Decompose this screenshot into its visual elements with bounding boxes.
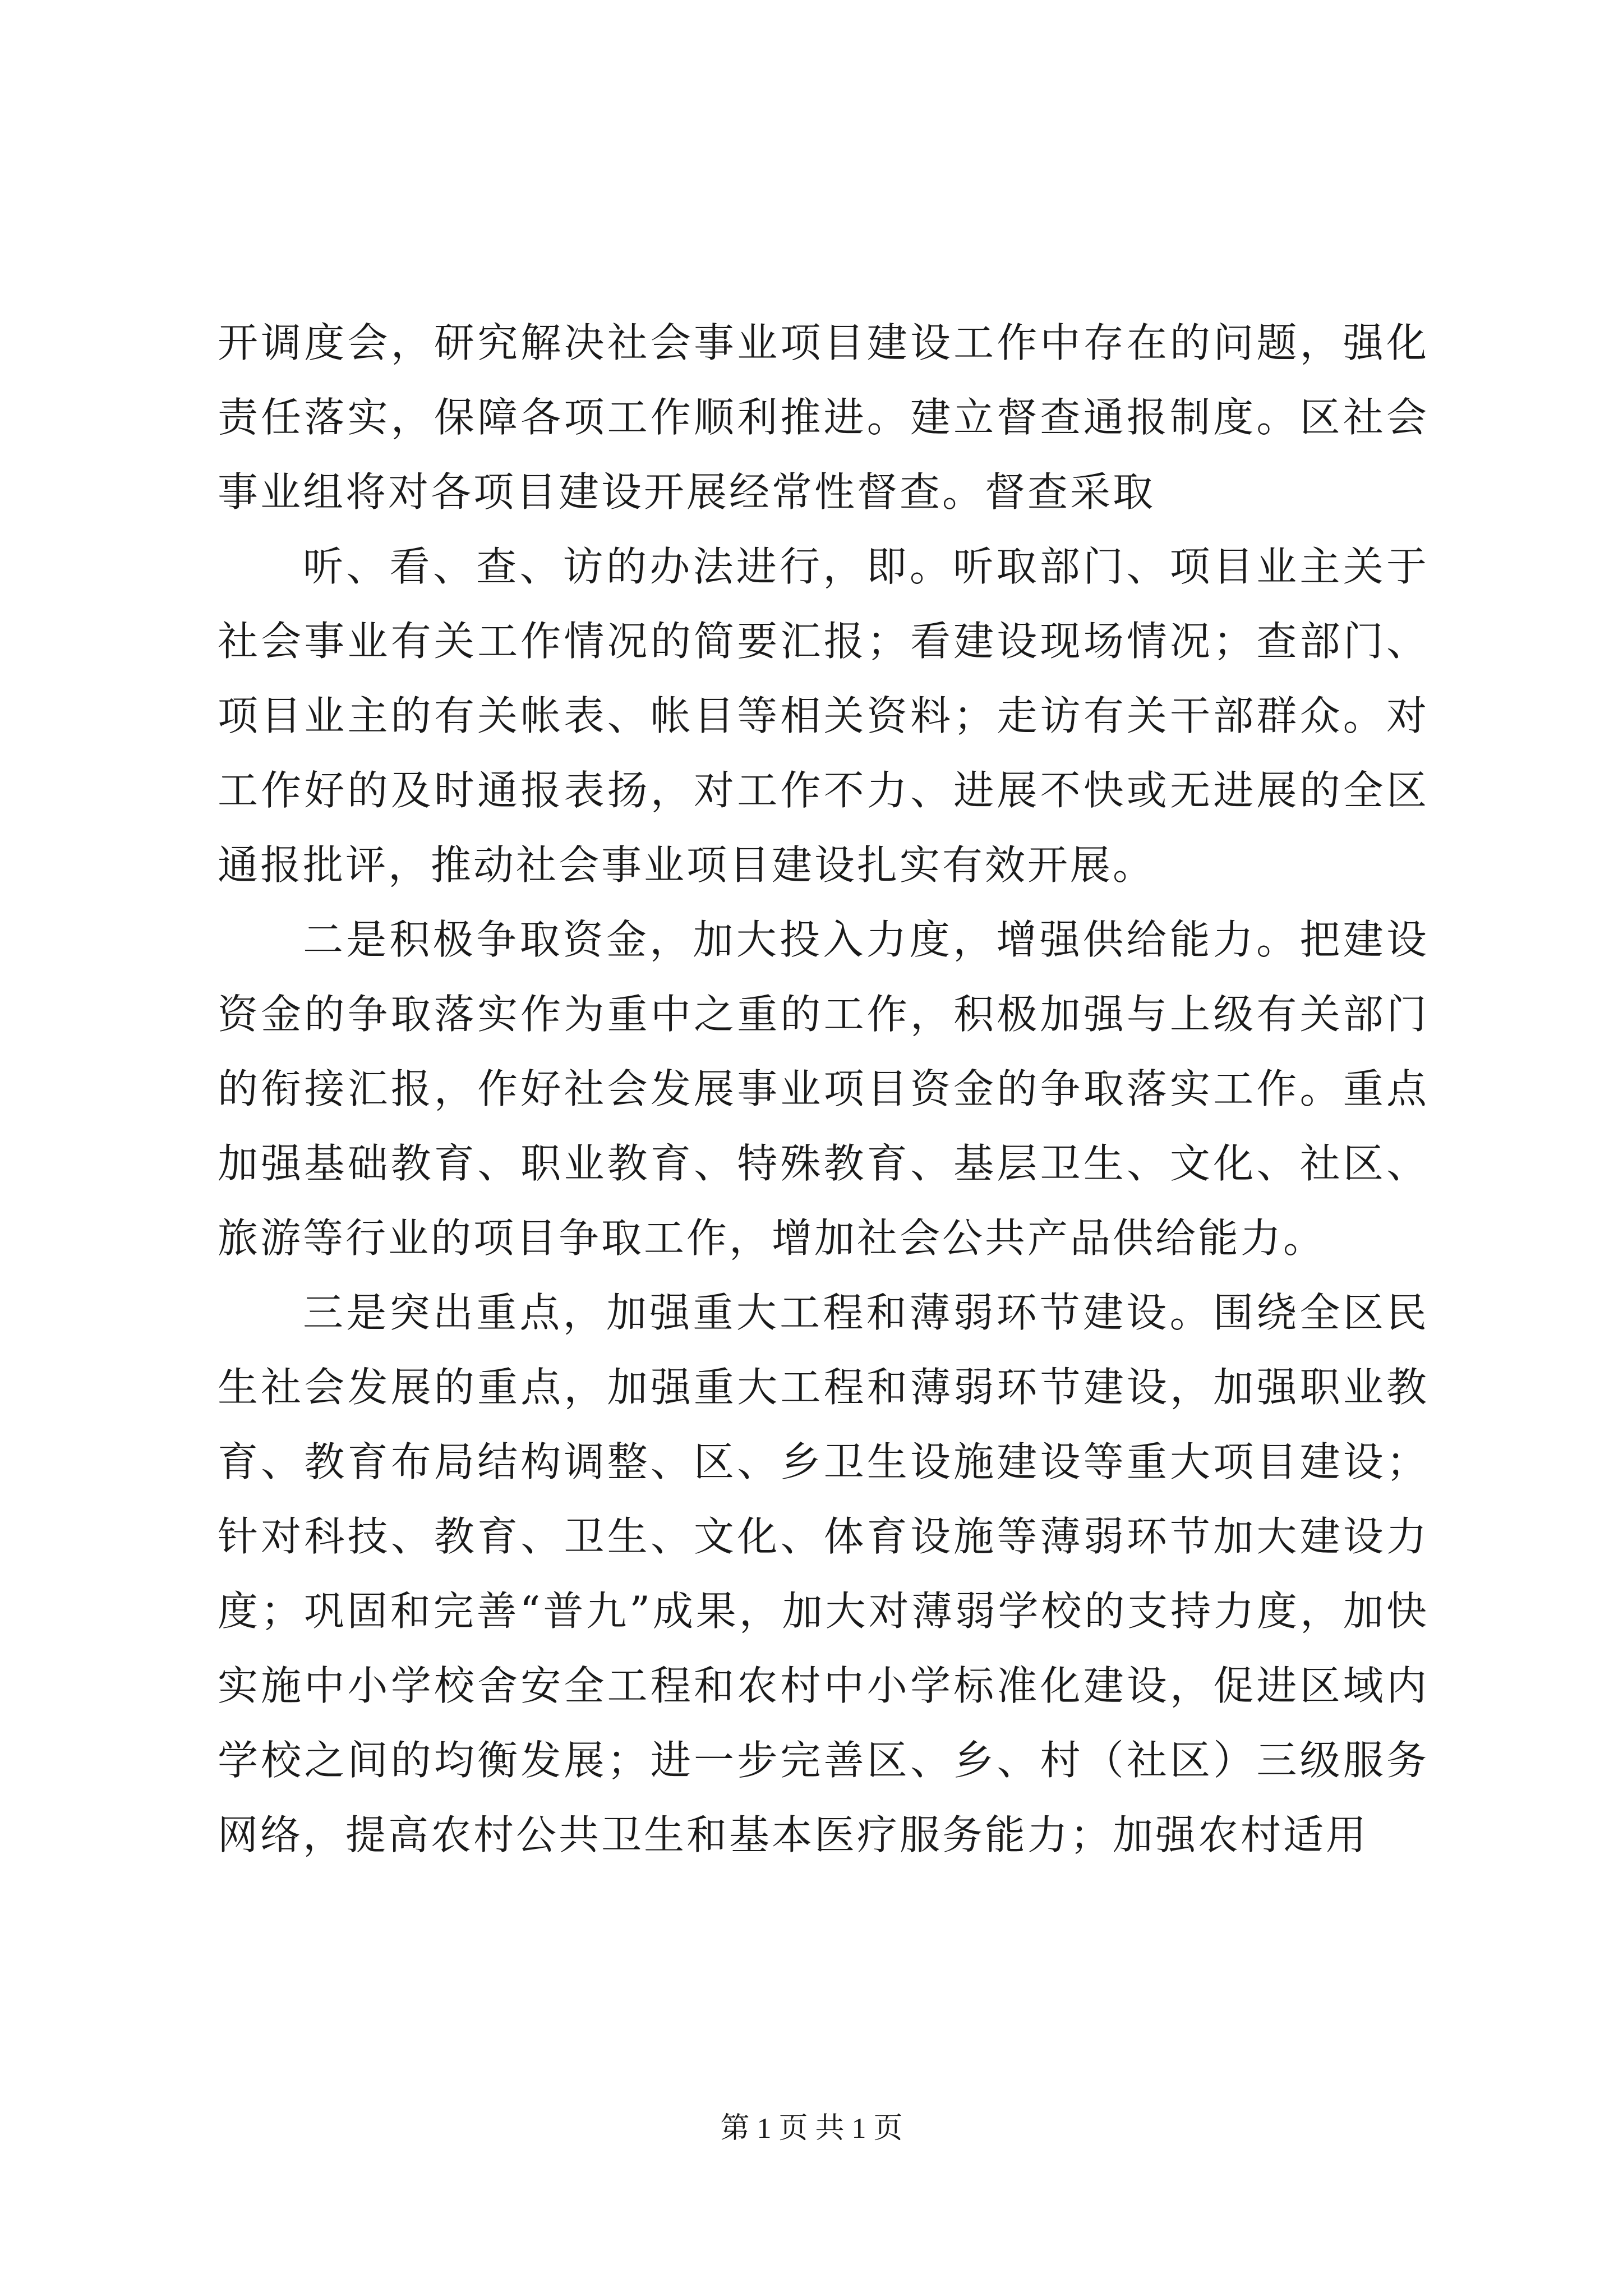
paragraph-continuation: 开调度会，研究解决社会事业项目建设工作中存在的问题，强化责任落实，保障各项工作顺利推进。建立督查通报制度。区社会事业组将对各项目建设开展经常性督查。督查采取 (218, 319, 1429, 516)
page-number-label: 第 1 页 共 1 页 (720, 2113, 903, 2145)
paragraph-funding: 二是积极争取资金，加大投入力度，增强供给能力。把建设资金的争取落实作为重中之重的工作，积极加强与上级有关部门的衔接汇报，作好社会发展事业项目资金的争取落实工作。重点加强基础教育、职业教育、特殊教育、基层卫生、文化、社区、旅游等行业的项目争取工作，增加社会公共产品供给能力。 (218, 916, 1429, 1262)
paragraph-key-projects: 三是突出重点，加强重大工程和薄弱环节建设。围绕全区民生社会发展的重点，加强重大工程和薄弱环节建设，加强职业教育、教育布局结构调整、区、乡卫生设施建设等重大项目建设；针对科技、教育、卫生、文化、体育设施等薄弱环节加大建设力度；巩固和完善“普九”成果，加大对薄弱学校的支持力度，加快实施中小学校舍安全工程和农村中小学标准化建设，促进区域内学校之间的均衡发展；进一步完善区、乡、村（社区）三级服务网络，提高农村公共卫生和基本医疗服务能力；加强农村适用 (218, 1289, 1429, 1858)
page-footer (0, 2109, 1623, 2148)
document-body (218, 306, 1429, 1872)
paragraph-inspection-method: 听、看、查、访的办法进行，即。听取部门、项目业主关于社会事业有关工作情况的简要汇报；看建设现场情况；查部门、项目业主的有关帐表、帐目等相关资料；走访有关干部群众。对工作好的及时通报表扬，对工作不力、进展不快或无进展的全区通报批评，推动社会事业项目建设扎实有效开展。 (218, 543, 1429, 889)
